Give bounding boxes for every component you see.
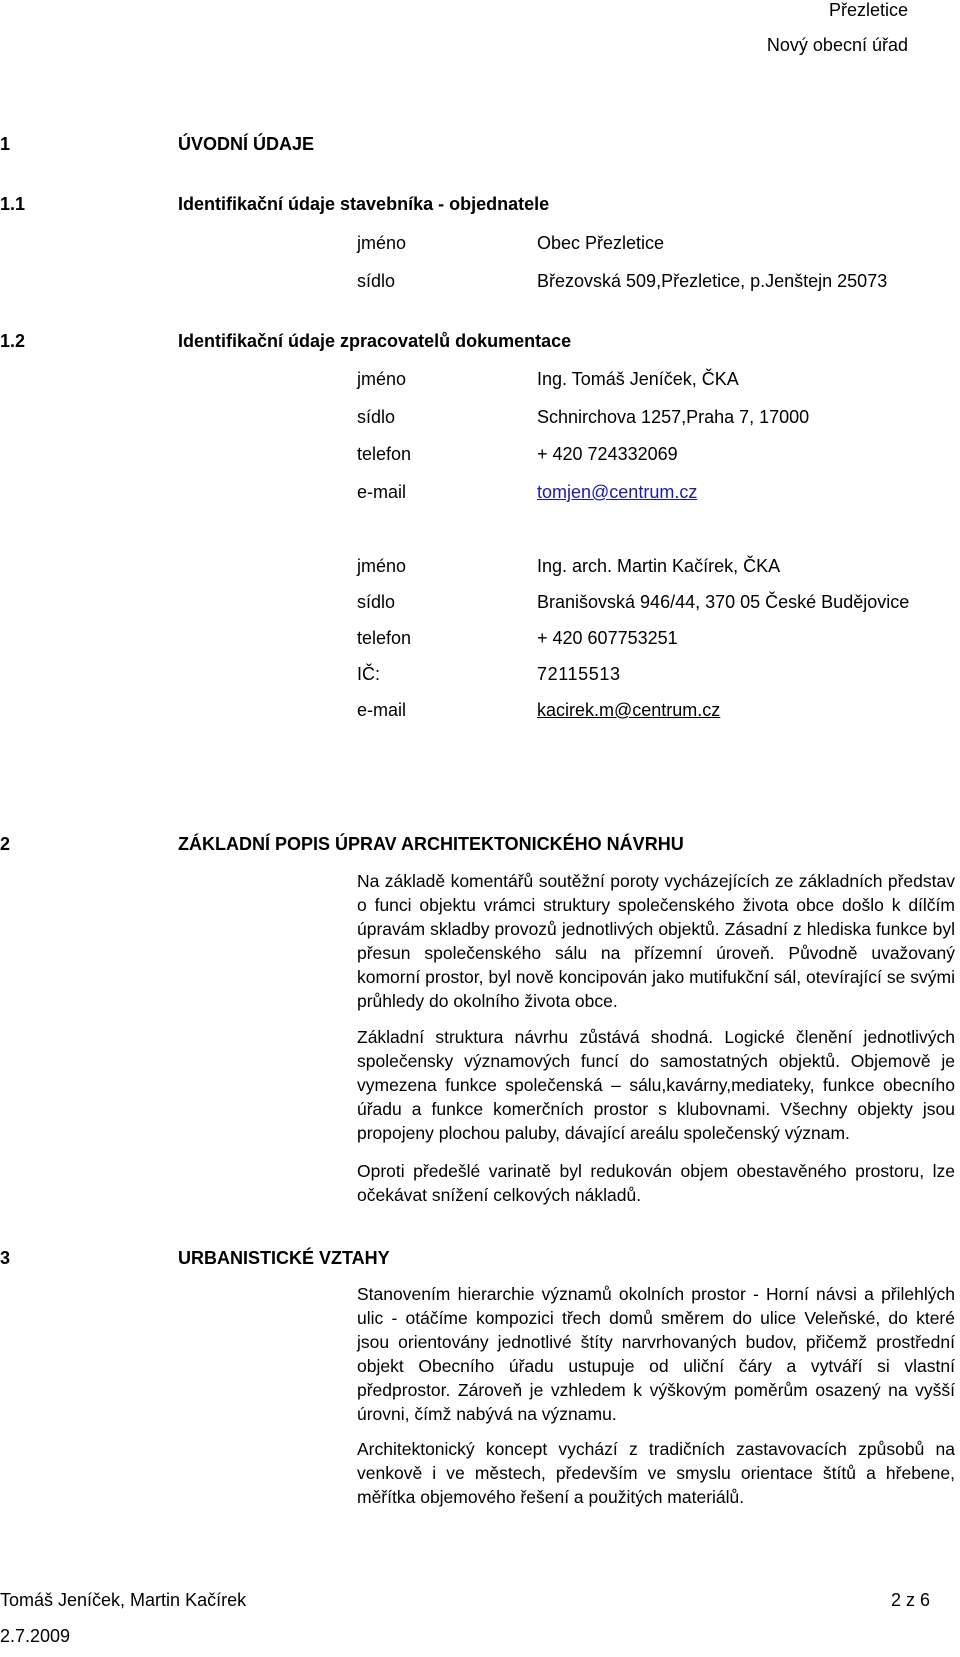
field-value: Obec Přezletice <box>537 233 665 253</box>
field-label: e-mail <box>357 482 407 502</box>
section-number: 3 <box>0 1248 11 1268</box>
field-label: jméno <box>357 369 407 389</box>
section-title: ZÁKLADNÍ POPIS ÚPRAV ARCHITEKTONICKÉHO NÁVRHU <box>178 834 684 854</box>
footer-date: 2.7.2009 <box>0 1626 71 1646</box>
email-link[interactable]: kacirek.m@centrum.cz <box>537 700 721 720</box>
section-title: ÚVODNÍ ÚDAJE <box>178 134 315 154</box>
field-label: e-mail <box>357 700 407 720</box>
field-label: sídlo <box>357 592 396 612</box>
field-value: Schnirchova 1257,Praha 7, 17000 <box>537 407 810 427</box>
section-number: 2 <box>0 834 11 854</box>
field-value: + 420 724332069 <box>537 444 678 464</box>
field-label: telefon <box>357 628 412 648</box>
subsection-title: Identifikační údaje zpracovatelů dokumentace <box>178 331 572 351</box>
field-label: sídlo <box>357 271 396 291</box>
field-label: jméno <box>357 556 407 576</box>
field-label: jméno <box>357 233 407 253</box>
field-label: IČ: <box>357 664 381 684</box>
field-value: + 420 607753251 <box>537 628 678 648</box>
body-paragraph: Na základě komentářů soutěžní poroty vycházejících ze základních představ o funci objektu vrámci struktury společenského života obce došlo k dílčím úpravám skladby provozů jednotlivých objektů. Zásadní z hlediska funkce byl přesun společenského sálu na přízemní úroveň. Původně uvažovaný komorní prostor, byl nově koncipován jako mutifukční sál, otevírající se svými průhledy do okolního života obce. <box>357 871 955 1011</box>
section-number: 1 <box>0 134 11 154</box>
field-label: telefon <box>357 444 412 464</box>
field-value: Březovská 509,Přezletice, p.Jenštejn 25073 <box>537 271 888 291</box>
field-label: sídlo <box>357 407 396 427</box>
header-project: Nový obecní úřad <box>766 35 908 55</box>
field-value: 72115513 <box>537 664 621 684</box>
email-link[interactable]: tomjen@centrum.cz <box>537 482 698 502</box>
body-paragraph: Základní struktura návrhu zůstává shodná. Logické členění jednotlivých společensky významových funcí do samostatných objektů. Objemově je vymezena funkce společenská – sálu,kavárny,mediateky, funkce obecního úřadu a funkce komerčních prostor s klubovnami. Všechny objekty jsou propojeny plochou paluby, dávající areálu společenský význam. <box>357 1027 955 1143</box>
header-town: Přezletice <box>828 0 908 20</box>
section-title: URBANISTICKÉ VZTAHY <box>178 1248 390 1268</box>
subsection-title: Identifikační údaje stavebníka - objednatele <box>178 194 550 214</box>
footer-authors: Tomáš Jeníček, Martin Kačírek <box>0 1590 247 1610</box>
body-paragraph: Stanovením hierarchie významů okolních prostor - Horní návsi a přilehlých ulic - otáčíme kompozici třech domů směrem do ulice Veleňské, do které jsou orientovány jednotlivé štíty narvrhovaných budov, přičemž prostřední objekt Obecního úřadu ustupuje od uliční čáry a vytváří si vlastní předprostor. Zároveň je vzhledem k výškovým poměrům osazený na vyšší úrovni, čímž nabývá na významu. <box>357 1284 955 1424</box>
page-number: 2 z 6 <box>890 1590 930 1610</box>
body-paragraph: Oproti předešlé varinatě byl redukován objem obestavěného prostoru, lze očekávat snížení celkových nákladů. <box>357 1161 955 1205</box>
field-value: Ing. Tomáš Jeníček, ČKA <box>537 369 739 389</box>
subsection-number: 1.1 <box>0 194 26 214</box>
body-paragraph: Architektonický koncept vychází z tradičních zastavovacích způsobů na venkově i ve městech, především ve smyslu orientace štítů a hřebene, měřítka objemového řešení a použitých materiálů. <box>357 1439 955 1507</box>
subsection-number: 1.2 <box>0 331 26 351</box>
field-value: Branišovská 946/44, 370 05 České Budějovice <box>537 592 910 612</box>
field-value: Ing. arch. Martin Kačírek, ČKA <box>537 556 781 576</box>
